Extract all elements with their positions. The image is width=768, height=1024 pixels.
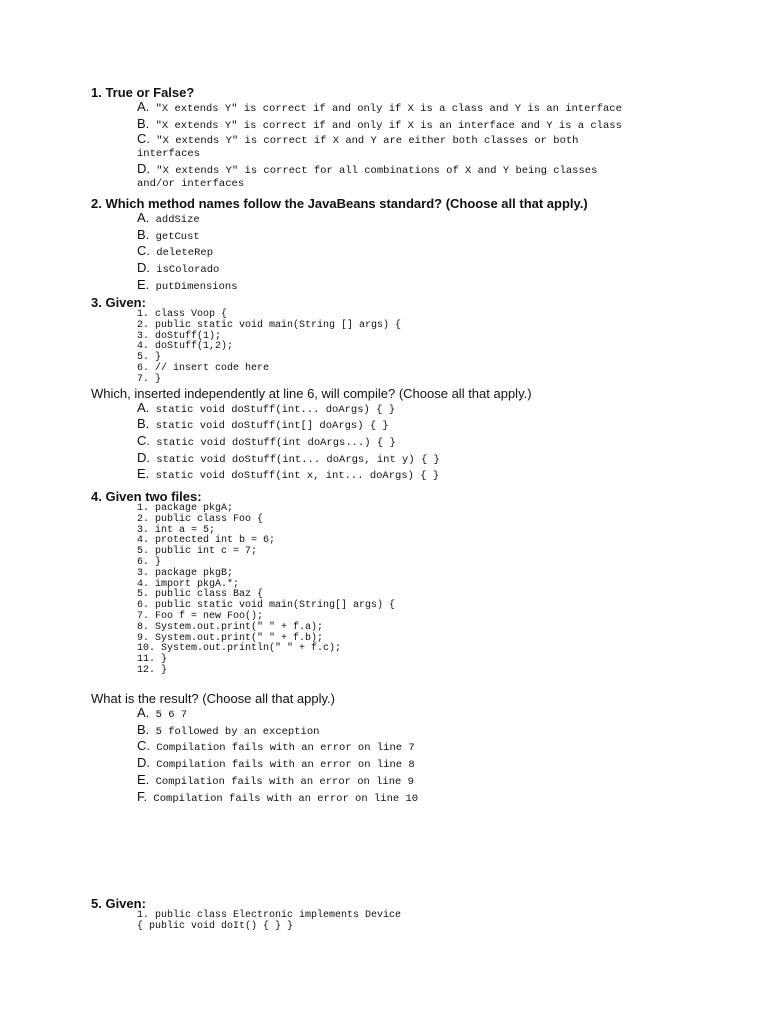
option-e [137,467,751,484]
option-text: Compilation fails with an error on line 8 [150,759,415,772]
option-b [137,417,751,434]
option-letter: B. [137,721,150,737]
option-b [137,723,751,740]
option-text: putDimensions [149,280,238,293]
option-list [137,401,751,485]
option-c [137,244,751,261]
option-letter: D. [137,161,150,177]
option-a [137,211,751,228]
option-letter: C. [137,131,150,147]
code-block: 1. public class Electronic implements Device { public void doIt() { } } [137,910,402,932]
option-text: addSize [149,214,200,226]
option-letter: B. [137,226,150,242]
option-letter: E. [137,466,150,482]
option-c [137,133,751,160]
option-text: Compilation fails with an error on line 7 [150,742,415,755]
option-letter: D. [137,449,150,465]
option-letter: A. [137,210,150,225]
option-text: 5 followed by an exception [149,725,320,738]
question-title: 4. Given two files: [91,489,202,504]
option-letter: E. [137,771,150,787]
option-text: static void doStuff(int[] doArgs) { } [149,420,389,433]
option-f [137,790,751,807]
option-letter: F. [137,788,148,804]
option-letter: A. [137,99,150,114]
option-list [137,706,751,806]
option-text: "X extends Y" is correct if and only if X is a class and Y is an interface [149,103,622,115]
question-4-answers [91,691,751,806]
option-text: Compilation fails with an error on line 9 [149,775,414,788]
option-letter: E. [137,276,150,292]
option-letter: C. [137,243,150,259]
option-d [137,163,751,190]
option-list [137,211,751,295]
option-b [137,228,751,245]
question-title: 2. Which method names follow the JavaBeans standard? (Choose all that apply.) [91,196,588,211]
option-c [137,434,751,451]
option-text: Compilation fails with an error on line 10 [147,792,419,805]
question-2 [91,196,751,295]
question-5 [91,896,751,933]
option-letter: B. [137,115,150,131]
option-text: deleteRep [150,247,214,260]
question-prompt: Which, inserted independently at line 6, will compile? (Choose all that apply.) [91,385,532,401]
option-text: getCust [149,230,200,243]
question-1 [91,85,751,193]
code-block: 1. package pkgA; 2. public class Foo { 3. int a = 5; 4. protected int b = 6; 5. public int c = 7; 6. } 3. package pkgB; 4. import pkgA.*; 5. public class Baz { 6. public static void main(String[] args) { 7. Foo f = new Foo(); 8. System.out.print(" " + f.a); 9. System.out.print(" " + f.b); 10. System.out.println(" " + f.c); 11. } 12. } [137,503,396,676]
option-text: "X extends Y" is correct if and only if X is an interface and Y is a class [149,119,622,132]
question-title: 3. Given: [91,295,146,310]
option-b [137,117,751,134]
option-e [137,773,751,790]
option-text: static void doStuff(int... doArgs, int y) { } [150,453,440,466]
option-text: "X extends Y" is correct if X and Y are either both classes or both interfaces [137,135,579,160]
option-d [137,261,751,278]
question-prompt: What is the result? (Choose all that apply.) [91,691,335,706]
option-d [137,756,751,773]
option-text: 5 6 7 [149,709,188,721]
option-letter: A. [137,399,150,415]
option-a [137,100,751,117]
option-text: static void doStuff(int x, int... doArgs) { } [149,470,440,483]
option-a [137,401,751,418]
option-letter: B. [137,416,150,432]
option-text: "X extends Y" is correct for all combinations of X and Y being classes and/or interfaces [137,165,598,190]
option-list [137,100,751,190]
option-e [137,278,751,295]
code-block: 1. class Voop { 2. public static void main(String [] args) { 3. doStuff(1); 4. doStuff(1,2); 5. } 6. // insert code here 7. } [137,309,402,385]
option-text: static void doStuff(int... doArgs) { } [149,403,396,416]
option-letter: A. [137,705,150,720]
option-text: static void doStuff(int doArgs...) { } [150,436,396,449]
option-a [137,706,751,723]
option-letter: C. [137,432,150,448]
option-letter: D. [137,755,150,771]
question-3 [91,295,751,484]
option-d [137,451,751,468]
option-c [137,739,751,756]
option-text: isColorado [150,264,220,277]
option-letter: D. [137,260,150,276]
question-4 [91,489,751,677]
option-letter: C. [137,738,150,754]
question-title: 1. True or False? [91,85,195,100]
question-title: 5. Given: [91,896,146,911]
